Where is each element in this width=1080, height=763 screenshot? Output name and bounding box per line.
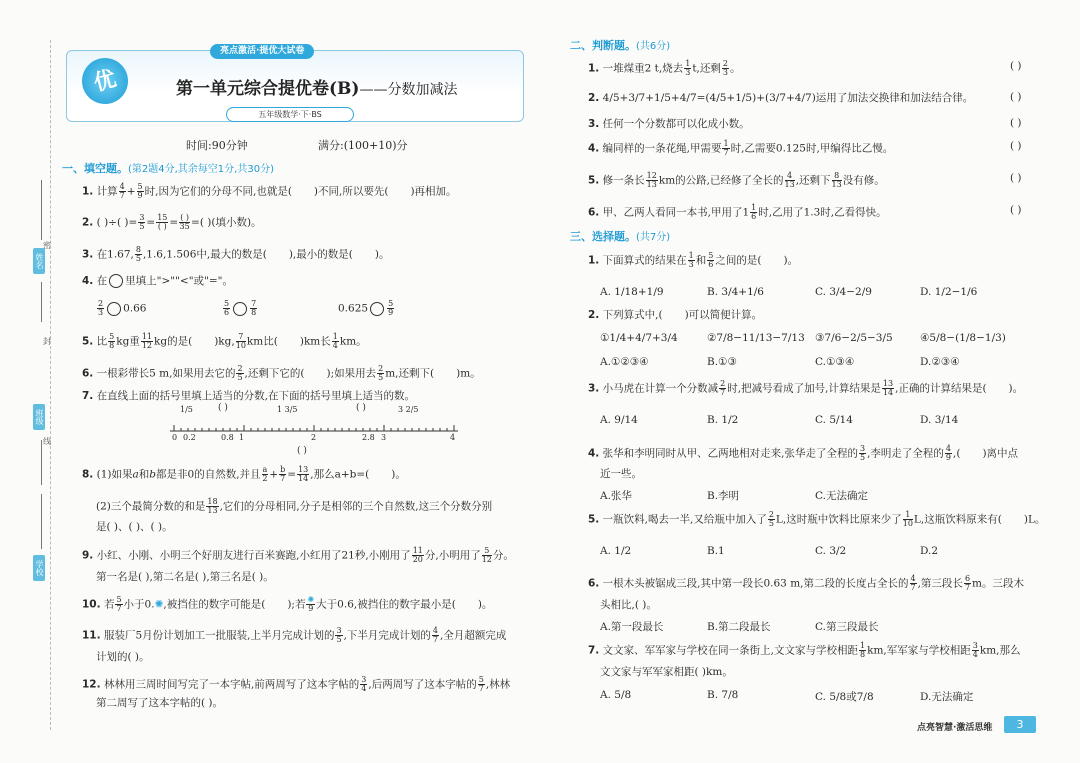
number-line [166,405,466,457]
page-title: 第一单元综合提优卷(B)——分数加减法 [176,79,458,99]
choice-2: 2. 下列算式中,( )可以简便计算。 [588,309,763,321]
question-6: 6. 一根彩带长5 m,如果用去它的 $\frac{2}{5}$ ,还剩下它的( );如果用去 $\frac{2}{5}$ m,还剩下( )m。 [82,364,481,382]
circle-blank[interactable] [107,302,121,316]
compare-item-3: 0.625 $\frac{5}{9}$ [338,299,394,317]
option-c[interactable]: C.无法确定 [815,490,868,502]
gutter-tab-name: 姓名 [33,248,45,274]
nl-top-label: ( ) [218,403,228,413]
choice-1: 1. 下面算式的结果在 $\frac{1}{3}$ 和 $\frac{5}{6}$ 之间的是( )。 [588,251,799,269]
expression-1: ①1/4+4/7+3/4 [600,332,678,344]
exam-time: 时间:90分钟 [186,139,248,152]
question-10: 10. 若 $\frac{5}{7}$ 小于0.✺,被挡住的数字可能是( );若 $\frac{✺}{9}$ 大于0.6,被挡住的数字最小是( )。 [82,595,493,613]
gutter-tab-school: 学校 [33,555,45,581]
gutter-mark-line: 线 [43,437,51,446]
option-b[interactable]: B. 3/4+1/6 [707,286,764,298]
option-b[interactable]: B.1 [707,545,725,557]
nl-tick-label: 2 [311,433,317,442]
judge-answer-box[interactable]: ( ) [1010,172,1022,184]
question-4: 4. 在 里填上">""<"或"="。 [82,275,234,287]
choice-5: 5. 一瓶饮料,喝去一半,又给瓶中加入了 $\frac{2}{5}$ L,这时瓶中饮料比原来少了 $\frac{1}{10}$ L,这瓶饮料原来有( )L。 [588,510,1046,528]
gutter-line [41,180,42,240]
judge-3: 3. 任何一个分数都可以化成小数。 [588,118,750,130]
gutter-mark-seal: 封 [43,337,51,346]
option-b[interactable]: B.①③ [707,356,737,368]
logo-badge: 优 [77,53,133,109]
choice-6: 6. 一根木头被锯成三段,其中第一段长0.63 m,第二段的长度占全长的 $\frac{4}{7}$ ,第三段长 $\frac{6}{7}$ m。三段木 [588,574,1024,592]
option-c[interactable]: C.①③④ [815,356,855,368]
option-c[interactable]: C. 5/8或7/8 [815,691,874,703]
gutter-line [41,282,42,322]
judge-answer-box[interactable]: ( ) [1010,117,1022,129]
option-a[interactable]: A. 1/18+1/9 [600,286,664,298]
judge-1: 1. 一堆煤重2 t,烧去 $\frac{1}{3}$ t,还剩 $\frac{2}{3}$ 。 [588,59,741,77]
option-a[interactable]: A. 1/2 [600,545,632,557]
nl-tick-label: 0.8 [221,433,234,442]
nl-tick-label: 1 [239,433,245,442]
option-b[interactable]: B.李明 [707,490,740,502]
gutter-line [41,494,42,549]
option-b[interactable]: B. 1/2 [707,414,739,426]
nl-tick-label: 2.8 [362,433,375,442]
option-b[interactable]: B. 7/8 [707,689,739,701]
nl-tick-label: 0 [172,433,178,442]
question-9-answer: 第一名是( ),第二名是( ),第三名是( )。 [96,571,274,583]
choice-3: 3. 小马虎在计算一个分数减 $\frac{2}{7}$ 时,把减号看成了加号,计算结果是 $\frac{13}{14}$ ,正确的计算结果是( )。 [588,379,1024,397]
question-8-2: (2)三个最简分数的和是 $\frac{18}{13}$ ,它们的分母相同,分子是相邻的三个自然数,这三个分数分别 [96,497,493,515]
option-c[interactable]: C. 3/2 [815,545,847,557]
expression-3: ③7/6−2/5−3/5 [815,332,893,344]
question-7: 7. 在直线上面的括号里填上适当的分数,在下面的括号里填上适当的数。 [82,390,415,402]
nl-tick-label: 3 [381,433,387,442]
page-number: 3 [1004,716,1036,733]
binding-dashed-line [50,40,51,730]
judge-answer-box[interactable]: ( ) [1010,60,1022,72]
option-c[interactable]: C.第三段最长 [815,621,879,633]
choice-4: 4. 张华和李明同时从甲、乙两地相对走来,张华走了全程的 $\frac{3}{5}$ ,李明走了全程的 $\frac{4}{9}$ ,( )离中点 [588,444,1019,462]
gutter-tab-class: 班级 [33,404,45,430]
choice-6-line2: 头相比,( )。 [600,599,657,611]
blot-icon: ✺ [154,598,164,611]
judge-answer-box[interactable]: ( ) [1010,204,1022,216]
footer-slogan: 点亮智慧·激活思维 [917,723,993,733]
question-11-answer: 计划的( )。 [96,651,150,663]
judge-4: 4. 编同样的一条花绳,甲需要 $\frac{1}{7}$ 时,乙需要0.125时,甲编得比乙慢。 [588,139,894,157]
question-9: 9. 小红、小刚、小明三个好朋友进行百米赛跑,小红用了21秒,小刚用了 $\frac{11}{20}$ 分,小明用了 $\frac{5}{12}$ 分。 [82,546,514,564]
option-c[interactable]: C. 3/4−2/9 [815,286,872,298]
judge-2: 2. 4/5+3/7+1/5+4/7=(4/5+1/5)+(3/7+4/7)运用了加法交换律和加法结合律。 [588,92,974,104]
option-a[interactable]: A.第一段最长 [600,621,664,633]
option-a[interactable]: A.①②③④ [600,356,649,368]
exam-score: 满分:(100+10)分 [318,139,408,152]
nl-top-label: 3 2/5 [398,405,419,414]
option-d[interactable]: D. 3/14 [920,414,959,426]
option-a[interactable]: A. 9/14 [600,414,638,426]
question-1: 1. 计算 $\frac{4}{7}$ + $\frac{5}{9}$ 时,因为它们的分母不同,也就是( )不同,所以要先( )再相加。 [82,182,457,200]
choice-7: 7. 文文家、军军家与学校在同一条街上,文文家与学校相距 $\frac{1}{8}$ km,军军家与学校相距 $\frac{3}{4}$ km,那么 [588,641,1021,659]
nl-top-label: 1/5 [180,405,193,414]
judge-answer-box[interactable]: ( ) [1010,91,1022,103]
judge-5: 5. 修一条长 $\frac{12}{13}$ km的公路,已经修了全长的 $\frac{4}{13}$ ,还剩下 $\frac{8}{13}$ 没有修。 [588,171,885,189]
question-5: 5. 比 $\frac{5}{8}$ kg重 $\frac{11}{12}$ kg的是( )kg, $\frac{7}{10}$ km比( )km长 $\frac{1}{4}$ km。 [82,332,367,350]
option-d[interactable]: D.无法确定 [920,691,974,703]
judge-6: 6. 甲、乙两人看同一本书,甲用了1 $\frac{1}{6}$ 时,乙用了1.3时,乙看得快。 [588,203,887,221]
circle-blank[interactable] [109,274,123,288]
circle-blank[interactable] [370,302,384,316]
section-heading: 二、判断题。(共6分) [570,39,671,52]
option-b[interactable]: B.第二段最长 [707,621,771,633]
expression-4: ④5/8−(1/8−1/3) [920,332,1006,344]
circle-blank[interactable] [233,302,247,316]
nl-top-label: ( ) [356,403,366,413]
option-d[interactable]: D.②③④ [920,356,960,368]
judge-answer-box[interactable]: ( ) [1010,140,1022,152]
grade-bar: 五年级数学·下·BS [226,107,354,122]
option-d[interactable]: D. 1/2−1/6 [920,286,978,298]
series-badge: 亮点激活·提优大试卷 [210,44,314,59]
option-a[interactable]: A. 5/8 [600,689,632,701]
compare-item-2: $\frac{5}{6}$ $\frac{7}{8}$ [224,299,257,317]
choice-7-line2: 文文家与军军家相距( )km。 [600,666,733,678]
nl-top-label: 1 3/5 [277,405,298,414]
option-d[interactable]: D.2 [920,545,939,557]
option-c[interactable]: C. 5/14 [815,414,853,426]
gutter-line [41,440,42,485]
option-a[interactable]: A.张华 [600,490,632,502]
question-8-2-answer: 是( )、( )、( )。 [96,521,173,533]
question-12-answer: 第二周写了这本字帖的( )。 [96,697,224,709]
compare-item-1: $\frac{2}{3}$ 0.66 [98,299,147,317]
question-2: 2. ( )÷( )= $\frac{3}{5}$ = $\frac{15}{( )}$ = $\frac{( )}{35}$ =( )(填小数)。 [82,213,262,231]
question-3: 3. 在1.67, $\frac{8}{5}$ ,1.6,1.506中,最大的数是( ),最小的数是( )。 [82,245,390,263]
nl-tick-label: 4 [450,433,456,442]
expression-2: ②7/8−11/13−7/13 [707,332,805,344]
nl-tick-label: 0.2 [183,433,196,442]
question-12: 12. 林林用三周时间写完了一本字帖,前两周写了这本字帖的 $\frac{3}{4}$ ,后两周写了这本字帖的 $\frac{5}{7}$ ,林林 [82,675,511,693]
blot-icon: ✺ [307,595,315,604]
section-heading: 三、选择题。(共7分) [570,230,671,243]
section-heading: 一、填空题。(第2题4分,其余每空1分,共30分) [62,162,274,175]
nl-bottom-label: ( ) [297,446,307,456]
choice-4-line2: 近一些。 [600,468,642,480]
question-8-1: 8. (1)如果a和b都是非0的自然数,并且 $\frac{a}{2}$ + $\frac{b}{7}$ = $\frac{13}{14}$ ,那么a+b=( )。 [82,465,406,483]
gutter-mark-seal: 密 [43,241,51,250]
question-11: 11. 服装厂5月份计划加工一批服装,上半月完成计划的 $\frac{3}{5}$ ,下半月完成计划的 $\frac{4}{7}$ ,全月超额完成 [82,626,507,644]
